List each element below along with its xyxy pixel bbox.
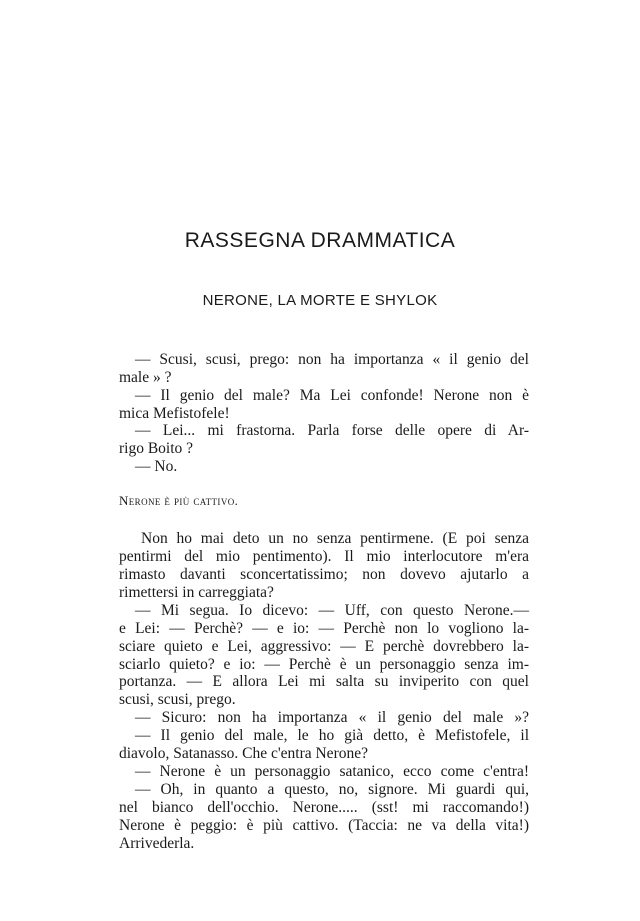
paragraph-line: male » ? [119,369,172,386]
article-subtitle: NERONE, LA MORTE E SHYLOK [202,292,438,309]
paragraph-line: nel bianco dell'occhio. Nerone..... (sst! mi raccomando!) [119,799,529,816]
paragraph-line: scusi, scusi, prego. [119,691,236,708]
paragraph-line: sciarlo quieto? e io: — Perchè è un personaggio senza im- [119,656,529,673]
paragraph-line: pentirmi del mio pentimento). Il mio interlocutore m'era [119,548,529,565]
paragraph-line: rimasto davanti sconcertatissimo; non dovevo ajutarlo a [119,566,529,583]
paragraph-line: e Lei: — Perchè? — e io: — Perchè non lo vogliono la- [119,620,529,637]
page-title: RASSEGNA DRAMMATICA [184,229,456,252]
paragraph-line: Nerone è peggio: è più cattivo. (Taccia: ne va della vita!) [119,817,529,834]
paragraph-line: — Il genio del male, le ho già detto, è Mefistofele, il [135,727,529,744]
paragraph-line: rimettersi in carreggiata? [119,584,274,601]
paragraph-line: portanza. — E allora Lei mi salta su inviperito con quel [119,673,529,690]
paragraph-line: — Mi segua. Io dicevo: — Uff, con questo Nerone.— [135,602,529,619]
section-heading: Nerone è più cattivo. [119,493,239,508]
paragraph-line: — Lei... mi frastorna. Parla forse delle opere di Ar- [135,422,529,439]
paragraph-line: — Il genio del male? Ma Lei confonde! Nerone non è [135,387,529,404]
paragraph-line: — Oh, in quanto a questo, no, signore. Mi guardi qui, [135,781,529,798]
paragraph-line: Arrivederla. [119,835,195,852]
paragraph-line: rigo Boito ? [119,440,194,457]
paragraph-line: — Nerone è un personaggio satanico, ecco come c'entra! [135,763,529,780]
paragraph-line: — Scusi, scusi, prego: non ha importanza « il genio del [135,351,529,368]
paragraph-line: sciare quieto e Lei, aggressivo: — E perchè dovrebbero la- [119,638,529,655]
paragraph-line: Non ho mai deto un no senza pentirmene. (E poi senza [141,530,529,547]
paragraph-line: — Sicuro: non ha importanza « il genio del male »? [135,709,529,726]
paragraph-line: diavolo, Satanasso. Che c'entra Nerone? [119,745,368,762]
paragraph-line: mica Mefistofele! [119,405,230,422]
paragraph-line: — No. [135,458,178,475]
